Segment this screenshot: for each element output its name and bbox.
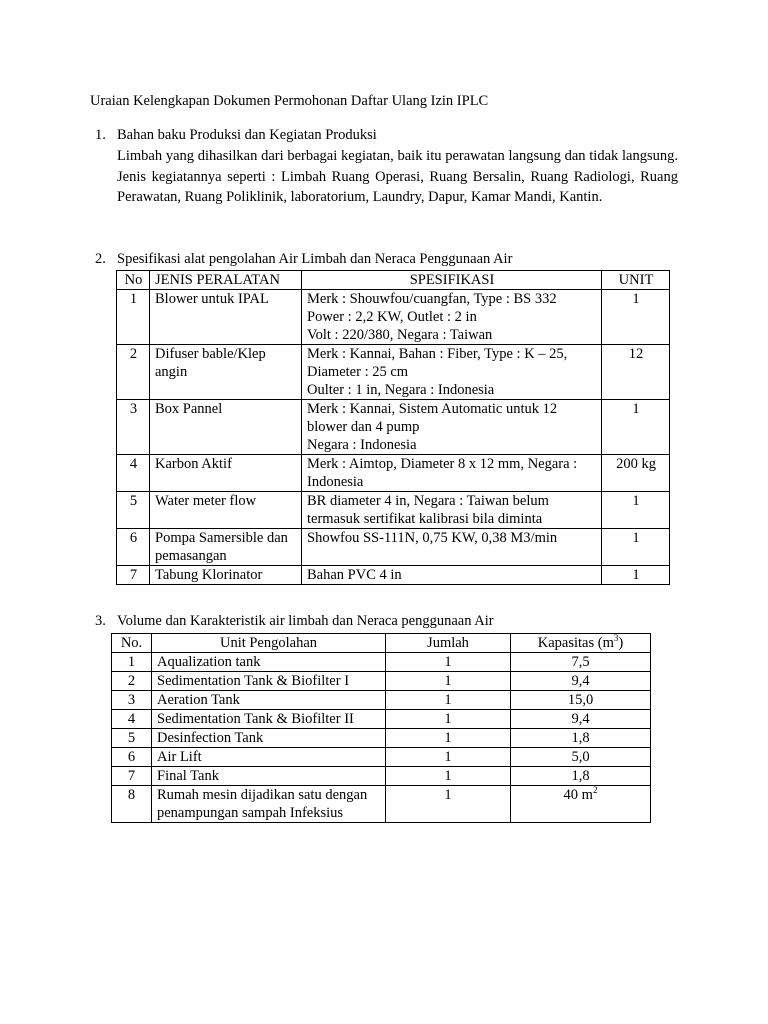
cell-jumlah: 1	[386, 767, 511, 786]
cell-no: 3	[112, 691, 152, 710]
wastewater-volume-table	[111, 633, 651, 823]
cell-unit: 1	[602, 400, 670, 455]
spesifikasi-line: Oulter : 1 in, Negara : Indonesia	[307, 382, 495, 398]
section-3-heading: Volume dan Karakteristik air limbah dan Neraca penggunaan Air	[117, 613, 494, 629]
kapasitas-value: 1,8	[571, 768, 590, 784]
cell-kapasitas	[511, 672, 651, 691]
cell-spesifikasi	[302, 345, 602, 400]
cell-jenis-peralatan: Box Pannel	[150, 400, 302, 455]
col-header-no: No	[117, 271, 150, 290]
cell-unit-pengolahan: Aeration Tank	[152, 691, 386, 710]
cell-spesifikasi	[302, 566, 602, 585]
cell-kapasitas	[511, 786, 651, 823]
spesifikasi-line: Merk : Aimtop, Diameter 8 x 12 mm, Negara : Indonesia	[307, 456, 578, 490]
cell-jumlah: 1	[386, 653, 511, 672]
section-2-number: 2.	[95, 251, 106, 267]
spesifikasi-line: Showfou SS-111N, 0,75 KW, 0,38 M3/min	[307, 530, 558, 546]
table-row	[112, 691, 651, 710]
cell-unit-pengolahan: Sedimentation Tank & Biofilter II	[152, 710, 386, 729]
cell-no: 6	[112, 748, 152, 767]
kapasitas-value: 5,0	[571, 749, 590, 765]
table-row	[117, 455, 670, 492]
equipment-spec-table	[116, 270, 670, 585]
cell-jenis-peralatan: Water meter flow	[150, 492, 302, 529]
cell-no: 7	[117, 566, 150, 585]
page-title: Uraian Kelengkapan Dokumen Permohonan Daftar Ulang Izin IPLC	[90, 93, 489, 109]
cell-kapasitas	[511, 691, 651, 710]
cell-no: 4	[112, 710, 152, 729]
table-row	[112, 767, 651, 786]
cell-no: 4	[117, 455, 150, 492]
cell-unit-pengolahan: Final Tank	[152, 767, 386, 786]
cell-jenis-peralatan: Pompa Samersible dan pemasangan	[150, 529, 302, 566]
table-header-row	[112, 634, 651, 653]
cell-jumlah: 1	[386, 672, 511, 691]
cell-jumlah: 1	[386, 691, 511, 710]
cell-jenis-peralatan: Difuser bable/Klep angin	[150, 345, 302, 400]
table-row	[117, 345, 670, 400]
section-2-heading: Spesifikasi alat pengolahan Air Limbah dan Neraca Penggunaan Air	[117, 251, 513, 267]
cell-no: 5	[117, 492, 150, 529]
cell-unit-pengolahan: Desinfection Tank	[152, 729, 386, 748]
cell-kapasitas	[511, 767, 651, 786]
table-row	[112, 786, 651, 823]
cell-spesifikasi	[302, 529, 602, 566]
cell-unit-pengolahan: Aqualization tank	[152, 653, 386, 672]
cell-no: 1	[117, 290, 150, 345]
cell-no: 2	[112, 672, 152, 691]
section-1-heading: Bahan baku Produksi dan Kegiatan Produksi	[117, 127, 377, 143]
cell-spesifikasi	[302, 400, 602, 455]
spesifikasi-line: Merk : Shouwfou/cuangfan, Type : BS 332	[307, 291, 557, 307]
cell-no: 2	[117, 345, 150, 400]
cell-spesifikasi	[302, 290, 602, 345]
section-1-number: 1.	[95, 127, 106, 143]
col-header-kapasitas	[511, 634, 651, 653]
spesifikasi-line: Diameter : 25 cm	[307, 364, 409, 380]
spesifikasi-line: Volt : 220/380, Negara : Taiwan	[307, 327, 493, 343]
col-header-unit: UNIT	[602, 271, 670, 290]
cell-kapasitas	[511, 653, 651, 672]
cell-unit: 200 kg	[602, 455, 670, 492]
kapasitas-header-close: )	[618, 635, 624, 651]
spesifikasi-line: Negara : Indonesia	[307, 437, 417, 453]
col-header-jenis: JENIS PERALATAN	[150, 271, 302, 290]
cell-no: 6	[117, 529, 150, 566]
cell-jumlah: 1	[386, 748, 511, 767]
spesifikasi-line: Merk : Kannai, Bahan : Fiber, Type : K – 25,	[307, 346, 568, 362]
kapasitas-value: 40 m	[563, 787, 593, 803]
spesifikasi-line: BR diameter 4 in, Negara : Taiwan belum termasuk sertifikat kalibrasi bila diminta	[307, 493, 549, 527]
kapasitas-header-text: Kapasitas (m	[537, 635, 614, 651]
kapasitas-value: 9,4	[571, 673, 590, 689]
table-header-row	[117, 271, 670, 290]
cell-jumlah: 1	[386, 729, 511, 748]
table-row	[117, 529, 670, 566]
spesifikasi-line: Bahan PVC 4 in	[307, 567, 402, 583]
table-row	[117, 400, 670, 455]
cell-jenis-peralatan: Blower untuk IPAL	[150, 290, 302, 345]
col-header-spesifikasi: SPESIFIKASI	[302, 271, 602, 290]
table-row	[117, 492, 670, 529]
cell-no: 3	[117, 400, 150, 455]
col-header-no: No.	[112, 634, 152, 653]
table-row	[117, 566, 670, 585]
cell-jumlah: 1	[386, 786, 511, 823]
cell-kapasitas	[511, 710, 651, 729]
col-header-jumlah: Jumlah	[386, 634, 511, 653]
cell-kapasitas	[511, 729, 651, 748]
cell-unit: 1	[602, 492, 670, 529]
section-3-number: 3.	[95, 613, 106, 629]
cell-no: 1	[112, 653, 152, 672]
cell-spesifikasi	[302, 455, 602, 492]
cell-unit: 1	[602, 529, 670, 566]
table-row	[117, 290, 670, 345]
kapasitas-value: 1,8	[571, 730, 590, 746]
table-row	[112, 729, 651, 748]
spesifikasi-line: Power : 2,2 KW, Outlet : 2 in	[307, 309, 477, 325]
kapasitas-header-sup: 3	[613, 633, 619, 644]
cell-no: 8	[112, 786, 152, 823]
table-row	[112, 672, 651, 691]
kapasitas-value: 15,0	[567, 692, 594, 708]
cell-kapasitas	[511, 748, 651, 767]
table-row	[112, 748, 651, 767]
cell-unit: 12	[602, 345, 670, 400]
cell-jenis-peralatan: Tabung Klorinator	[150, 566, 302, 585]
cell-unit: 1	[602, 566, 670, 585]
kapasitas-value: 7,5	[571, 654, 590, 670]
col-header-unit-pengolahan: Unit Pengolahan	[152, 634, 386, 653]
cell-spesifikasi	[302, 492, 602, 529]
cell-unit-pengolahan: Air Lift	[152, 748, 386, 767]
spesifikasi-line: Merk : Kannai, Sistem Automatic untuk 12 blower dan 4 pump	[307, 401, 558, 435]
cell-jenis-peralatan: Karbon Aktif	[150, 455, 302, 492]
cell-no: 7	[112, 767, 152, 786]
kapasitas-value: 9,4	[571, 711, 590, 727]
cell-jumlah: 1	[386, 710, 511, 729]
section-1-paragraph: Limbah yang dihasilkan dari berbagai kegiatan, baik itu perawatan langsung dan tidak langsung. Jenis kegiatannya seperti : Limbah Ruang Operasi, Ruang Bersalin, Ruang Radiologi, Ruang Perawatan, Ruang Poliklinik, laboratorium, Laundry, Dapur, Kamar Mandi, Kantin.	[117, 148, 678, 205]
table-row	[112, 653, 651, 672]
cell-unit-pengolahan: Rumah mesin dijadikan satu dengan penampungan sampah Infeksius	[152, 786, 386, 823]
cell-unit-pengolahan: Sedimentation Tank & Biofilter I	[152, 672, 386, 691]
cell-unit: 1	[602, 290, 670, 345]
table-row	[112, 710, 651, 729]
kapasitas-sup: 2	[592, 785, 598, 796]
cell-no: 5	[112, 729, 152, 748]
